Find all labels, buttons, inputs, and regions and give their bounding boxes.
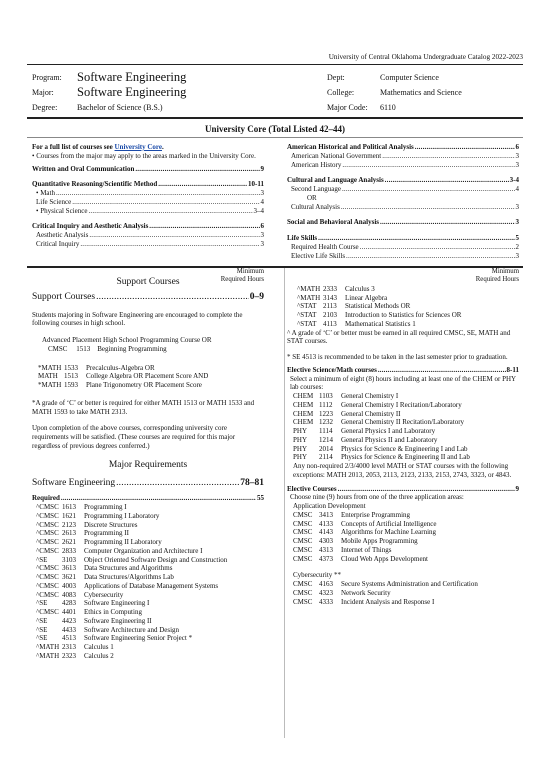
course-row (293, 453, 519, 462)
course-row (36, 547, 264, 556)
area-label: Cultural Analysis (291, 202, 340, 211)
course-row (293, 528, 519, 537)
area-hours: 5 (515, 234, 519, 242)
course-title: Data Structures/Algorithms Lab (84, 573, 174, 582)
course-subject: PHY (293, 444, 308, 453)
course-subject: PHY (293, 427, 308, 436)
course-number: 4333 (319, 597, 333, 606)
min-label: Minimum (236, 268, 264, 275)
ucore-area-row (32, 240, 264, 249)
course-row (293, 511, 519, 520)
course-title: Precalculus-Algebra OR (86, 363, 155, 372)
course-number: 4303 (319, 537, 333, 546)
course-row (293, 418, 519, 427)
support-heading: Support Courses (116, 276, 180, 287)
course-title: Applications of Database Management Systems (84, 581, 219, 590)
elective-intro: Choose nine (9) hours from one of the three application areas: (290, 493, 464, 502)
course-row (297, 302, 519, 311)
course-subject: CMSC (293, 588, 313, 597)
column-divider (284, 268, 285, 738)
major-value: Software Engineering (77, 85, 187, 99)
area-hours: 4 (515, 185, 519, 193)
area-label: Social and Behavioral Analysis (287, 218, 379, 227)
course-subject: ^SE (36, 599, 48, 608)
course-row (293, 546, 519, 555)
course-row (293, 410, 519, 419)
course-number: 4143 (319, 528, 333, 537)
cyber-title: Cybersecurity ** (293, 571, 342, 580)
course-title: Software Engineering I (84, 599, 150, 608)
course-subject: ^MATH (36, 651, 60, 660)
course-subject: ^CMSC (36, 564, 59, 573)
science-course-list (287, 392, 519, 462)
support-note-1: *A grade of ‘C’ or better is required for either MATH 1513 or MATH 1533 and MATH 1593 to take MATH 2313. (32, 398, 255, 416)
math-course-list (287, 285, 519, 329)
course-number: 1114 (319, 427, 333, 436)
course-title: Calculus 3 (345, 284, 375, 293)
course-subject: CMSC (293, 554, 313, 563)
course-number: 2833 (62, 546, 76, 555)
area-hours: 10-11 (248, 180, 264, 189)
required-label: Required (32, 494, 60, 503)
course-subject: ^CMSC (36, 520, 59, 529)
university-core-link[interactable]: University Core (114, 143, 162, 151)
course-title: College Algebra OR Placement Score AND (86, 372, 209, 381)
course-row (36, 582, 264, 591)
course-title: Introduction to Statistics for Sciences OR (345, 311, 462, 320)
course-number: 4083 (62, 590, 76, 599)
course-row (36, 591, 264, 600)
course-row (293, 401, 519, 410)
major-course-list (32, 503, 264, 661)
course-subject: PHY (293, 435, 308, 444)
ucore-area-row (32, 207, 264, 216)
program-value: Software Engineering (77, 70, 187, 84)
program-label: Program: (32, 73, 62, 82)
area-label: Quantitative Reasoning/Scientific Method (32, 180, 158, 189)
area-hours: 3–4 (253, 206, 264, 215)
course-number: 1533 (64, 363, 78, 372)
course-row (293, 520, 519, 529)
major-total-line (32, 478, 264, 490)
course-row (36, 608, 264, 617)
course-subject: ^CMSC (36, 581, 59, 590)
course-number: 2613 (62, 529, 76, 538)
course-number: 1613 (62, 503, 76, 512)
ucore-title-rule (27, 137, 523, 138)
catalog-header: University of Central Oklahoma Undergraduate Catalog 2022-2023 (328, 53, 523, 61)
course-number: 4323 (319, 588, 333, 597)
course-row (36, 538, 264, 547)
course-title: Programming II (84, 529, 129, 538)
course-subject: CHEM (293, 418, 314, 427)
course-subject: CHEM (293, 392, 314, 401)
college-value: Mathematics and Science (380, 88, 462, 97)
course-number: 2621 (62, 538, 76, 547)
area-label: Critical Inquiry and Aesthetic Analysis (32, 222, 149, 231)
ucore-area-row (287, 243, 519, 252)
course-title: Linear Algebra (345, 293, 388, 302)
course-number: 1593 (64, 381, 78, 390)
course-subject: ^CMSC (36, 538, 59, 547)
support-course-list (32, 364, 264, 390)
course-subject: ^STAT (297, 319, 317, 328)
ucore-area-row (32, 165, 264, 174)
support-intro: Students majoring in Software Engineering are encouraged to complete the following courses in high school. (32, 310, 243, 328)
area-hours: 2 (515, 242, 519, 251)
course-title: General Chemistry II (341, 409, 401, 418)
course-subject: ^MATH (36, 643, 60, 652)
course-subject: ^SE (36, 634, 48, 643)
area-label: American Historical and Political Analysis (287, 143, 414, 151)
science-intro: Select a minimum of eight (8) hours including at least one of the CHEM or PHY lab courses: (290, 374, 516, 392)
course-title: Enterprise Programming (341, 510, 411, 519)
course-number: 2313 (62, 643, 76, 652)
ucore-right-list (287, 143, 519, 260)
course-row (36, 599, 264, 608)
course-number: 1223 (319, 409, 333, 418)
course-number: 3103 (62, 555, 76, 564)
course-row (293, 598, 519, 607)
science-elective-hours: 8-11 (506, 365, 519, 374)
course-title: General Chemistry II Recitation/Laboratory (341, 418, 465, 427)
area-hours: 4 (260, 197, 264, 206)
course-number: 4433 (62, 625, 76, 634)
area-hours: 3 (260, 231, 264, 239)
course-subject: MATH (38, 372, 58, 381)
course-row (36, 529, 264, 538)
dept-label: Dept: (327, 73, 345, 82)
course-title: Computer Organization and Architecture I (84, 546, 203, 555)
area-hours: 3 (515, 160, 519, 169)
area-label: Written and Oral Communication (32, 164, 135, 173)
course-title: Mobile Apps Programming (341, 537, 418, 546)
course-title: Data Structures and Algorithms (84, 564, 173, 573)
course-row (36, 512, 264, 521)
course-row (36, 521, 264, 530)
course-number: 4113 (323, 319, 337, 328)
ucore-area-row (287, 185, 519, 194)
course-row (36, 564, 264, 573)
science-elective-line (287, 366, 519, 375)
course-title: Cloud Web Apps Development (341, 554, 428, 563)
science-elective-title: Elective Science/Math courses (287, 365, 377, 374)
course-subject: CHEM (293, 409, 314, 418)
course-subject: CMSC (293, 510, 313, 519)
ucore-area-row (287, 203, 519, 212)
course-subject: CMSC (293, 597, 313, 606)
course-subject: ^CMSC (36, 546, 59, 555)
course-row (36, 634, 264, 643)
course-row (293, 392, 519, 401)
area-label: Cultural and Language Analysis (287, 176, 384, 185)
course-number: 4401 (62, 608, 76, 617)
course-number: 2114 (319, 453, 333, 462)
course-title: Physics for Science & Engineering I and Lab (341, 444, 468, 453)
course-title: Secure Systems Administration and Certification (341, 580, 478, 589)
course-row (293, 427, 519, 436)
course-title: Software Engineering II (84, 616, 152, 625)
course-row (297, 320, 519, 329)
ucore-area-row (32, 222, 264, 231)
course-row (36, 652, 264, 661)
course-title: Programming II Laboratory (84, 538, 162, 547)
course-number: 1103 (319, 392, 333, 401)
ucore-right-column (287, 143, 519, 260)
dept-value: Computer Science (380, 73, 439, 82)
degree-value: Bachelor of Science (B.S.) (77, 103, 163, 112)
ucore-area-row (287, 218, 519, 227)
area-label: Required Health Course (291, 242, 359, 251)
support-title: Support Courses (32, 291, 96, 302)
grade-note: ^ A grade of ‘C’ or better must be earned in all required CMSC, SE, MATH and STAT courses. (287, 328, 511, 346)
ucore-area-row (32, 198, 264, 207)
course-row (36, 573, 264, 582)
course-number: 1232 (319, 418, 333, 427)
ucore-intro: For a full list of courses see University Core. (32, 143, 164, 151)
course-number: 2123 (62, 520, 76, 529)
min-label-right: Minimum (491, 268, 519, 275)
course-number: 4133 (319, 519, 333, 528)
course-subject: CMSC (293, 528, 313, 537)
course-number: 1621 (62, 511, 76, 520)
course-number: 4373 (319, 554, 333, 563)
major-code-label: Major Code: (327, 103, 368, 112)
course-title: General Chemistry I Recitation/Laboratory (341, 400, 462, 409)
course-subject: CMSC (293, 519, 313, 528)
course-subject: ^MATH (297, 284, 321, 293)
course-subject: ^MATH (297, 293, 321, 302)
ucore-area-row (287, 143, 519, 152)
course-title: Object Oriented Software Design and Construction (84, 555, 228, 564)
area-label: • Physical Science (36, 206, 88, 215)
course-title: General Physics II and Laboratory (341, 435, 438, 444)
course-subject: ^STAT (297, 302, 317, 311)
course-subject: CMSC (293, 537, 313, 546)
ap-course-1: Advanced Placement High School Programming Course OR (42, 336, 212, 345)
course-subject: CMSC (293, 545, 313, 554)
senior-project-note: * SE 4513 is recommended to be taken in the last semester prior to graduation. (287, 353, 508, 362)
course-subject: ^SE (36, 616, 48, 625)
ucore-area-row (287, 234, 519, 243)
appdev-title: Application Development (293, 502, 366, 511)
course-title: General Chemistry I (341, 392, 399, 401)
course-row (38, 364, 264, 373)
course-title: Cybersecurity (84, 590, 124, 599)
course-number: 4513 (62, 634, 76, 643)
course-number: 3613 (62, 564, 76, 573)
course-title: Incident Analysis and Response I (341, 597, 435, 606)
program-info (32, 70, 527, 115)
major-code-value: 6110 (380, 103, 396, 112)
ucore-title: University Core (Total Listed 42–44) (205, 124, 345, 134)
area-label: OR (307, 193, 317, 202)
ucore-area-row (287, 252, 519, 261)
course-subject: ^SE (36, 625, 48, 634)
course-row (36, 617, 264, 626)
ucore-area-row (287, 161, 519, 170)
course-title: Calculus 1 (84, 643, 114, 652)
course-title: Mathematical Statistics 1 (345, 319, 416, 328)
area-hours: 6 (515, 143, 519, 151)
course-subject: ^CMSC (36, 590, 59, 599)
major-heading: Major Requirements (108, 459, 188, 470)
course-number: 4003 (62, 581, 76, 590)
course-row (36, 626, 264, 635)
course-subject: PHY (293, 453, 308, 462)
area-label: Second Language (291, 185, 341, 193)
course-title: Programming I Laboratory (84, 511, 160, 520)
header-rule (27, 64, 523, 65)
degree-label: Degree: (32, 103, 58, 112)
area-hours: 3-4 (509, 176, 519, 185)
ucore-area-row (287, 194, 519, 203)
course-number: 3143 (323, 293, 337, 302)
course-row (293, 436, 519, 445)
course-number: 2113 (323, 302, 337, 311)
course-row (36, 503, 264, 512)
area-label: Life Skills (287, 234, 318, 242)
area-hours: 3 (515, 251, 519, 260)
elective-courses-title: Elective Courses (287, 484, 337, 493)
course-number: 4313 (319, 545, 333, 554)
course-number: 4163 (319, 580, 333, 589)
course-title: Physics for Science & Engineering II and Lab (341, 453, 470, 462)
area-hours: 3 (515, 151, 519, 160)
course-title: Internet of Things (341, 545, 392, 554)
ap-course-2: CMSC 1513 Beginning Programming (48, 344, 167, 353)
course-row (293, 537, 519, 546)
course-row (36, 643, 264, 652)
ucore-area-row (32, 180, 264, 189)
course-title: Calculus 2 (84, 651, 114, 660)
course-row (38, 372, 264, 381)
required-hours-label: Required Hours (220, 276, 264, 284)
course-number: 2103 (323, 311, 337, 320)
course-title: Network Security (341, 588, 391, 597)
course-row (293, 555, 519, 564)
support-note-2: Upon completion of the above courses, corresponding university core requirements will be satisfied. (These courses are required for this major regardless of previous degrees conferred.) (32, 424, 236, 450)
support-total-line (32, 292, 264, 304)
course-subject: ^CMSC (36, 608, 59, 617)
major-label: Major: (32, 88, 54, 97)
course-row (297, 311, 519, 320)
area-label: Aesthetic Analysis (36, 231, 89, 239)
area-label: Life Science (36, 197, 72, 206)
course-title: Algorithms for Machine Learning (341, 528, 437, 537)
course-number: 3621 (62, 573, 76, 582)
major-hours: 78–81 (240, 477, 264, 488)
required-hours-label-right: Required Hours (475, 276, 519, 284)
course-title: Plane Trigonometry OR Placement Score (86, 381, 202, 390)
course-subject: *MATH (38, 363, 62, 372)
elective-courses-hours: 9 (515, 484, 519, 493)
area-hours: 6 (260, 222, 264, 231)
area-label: American History (291, 160, 342, 169)
course-row (293, 589, 519, 598)
area-hours: 3 (515, 218, 519, 227)
course-title: Software Architecture and Design (84, 625, 180, 634)
course-title: Discrete Structures (84, 520, 138, 529)
area-hours: 3 (260, 189, 264, 197)
ucore-note: • Courses from the major may apply to the areas marked in the University Core. (32, 151, 256, 160)
ucore-left-column (32, 143, 264, 249)
appdev-course-list (287, 511, 519, 564)
left-column (32, 268, 264, 661)
area-label: Critical Inquiry (36, 239, 80, 248)
cyber-course-list (287, 580, 519, 606)
course-subject: CHEM (293, 400, 314, 409)
course-title: Programming I (84, 503, 127, 512)
right-column (287, 268, 519, 606)
course-subject: CMSC (293, 580, 313, 589)
course-subject: ^CMSC (36, 511, 59, 520)
college-label: College: (327, 88, 355, 97)
area-hours: 9 (260, 164, 264, 173)
course-number: 1513 (64, 372, 78, 381)
science-note: Any non-required 2/3/4000 level MATH or STAT courses with the following exceptions: MATH 2013, 2053, 2113, 2123, 2133, 2153, 2743, 3323, or 4843. (293, 462, 512, 479)
course-row (293, 580, 519, 589)
ucore-area-row (287, 152, 519, 161)
course-subject: *MATH (38, 381, 62, 390)
major-title: Software Engineering (32, 477, 116, 488)
elective-courses-line (287, 485, 519, 494)
course-subject: ^STAT (297, 311, 317, 320)
course-number: 2014 (319, 444, 333, 453)
course-title: General Physics I and Laboratory (341, 427, 436, 436)
area-hours: 3 (515, 202, 519, 211)
area-label: American National Government (291, 151, 382, 160)
course-number: 3413 (319, 510, 333, 519)
course-subject: ^CMSC (36, 503, 59, 512)
course-title: Software Engineering Senior Project * (84, 634, 193, 643)
course-row (297, 285, 519, 294)
required-hours: 55 (257, 494, 264, 503)
program-rule (27, 117, 523, 119)
ucore-left-list (32, 165, 264, 249)
course-number: 2323 (62, 651, 76, 660)
ucore-area-row (32, 189, 264, 198)
course-number: 4283 (62, 599, 76, 608)
course-number: 4423 (62, 616, 76, 625)
course-subject: ^CMSC (36, 573, 59, 582)
support-hours: 0–9 (249, 291, 264, 302)
course-title: Concepts of Artificial Intelligence (341, 519, 437, 528)
course-row (36, 556, 264, 565)
ucore-area-row (32, 231, 264, 240)
course-number: 1112 (319, 400, 333, 409)
ucore-area-row (287, 176, 519, 185)
course-row (297, 294, 519, 303)
required-line (32, 494, 264, 503)
course-title: Statistical Methods OR (345, 302, 411, 311)
course-number: 1214 (319, 435, 333, 444)
course-title: Ethics in Computing (84, 608, 142, 617)
area-label: • Math (36, 189, 55, 197)
course-subject: ^SE (36, 555, 48, 564)
course-subject: ^CMSC (36, 529, 59, 538)
course-row (293, 445, 519, 454)
course-number: 2333 (323, 284, 337, 293)
area-label: Elective Life Skills (291, 251, 346, 260)
course-row (38, 381, 264, 390)
area-hours: 3 (260, 239, 264, 248)
